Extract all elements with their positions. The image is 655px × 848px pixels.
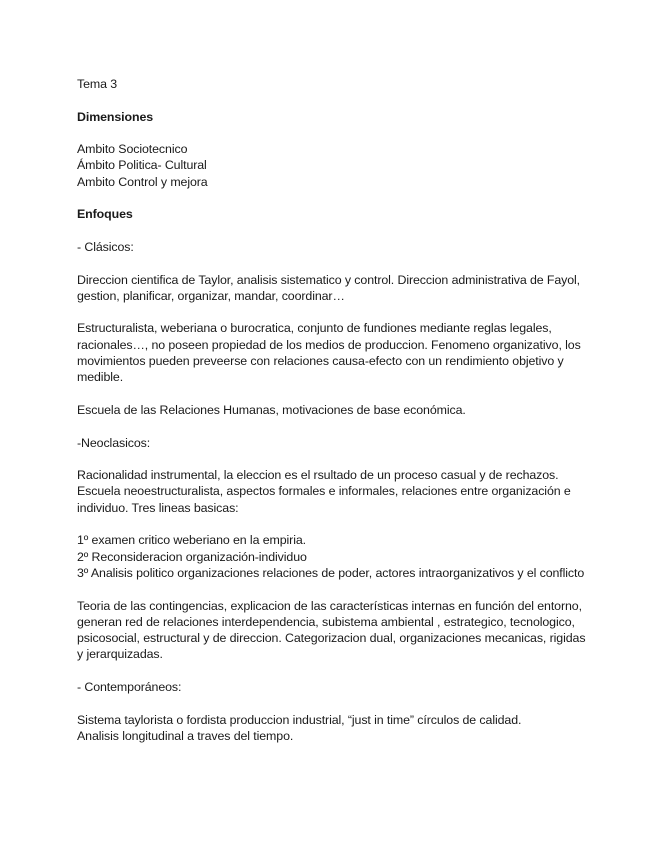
paragraph-line: individuo. Tres lineas basicas: bbox=[77, 500, 239, 515]
spacer bbox=[77, 581, 597, 597]
paragraph-line: Direccion cientifica de Taylor, analisis sistematico y control. Direccion administrativa de Fayol, bbox=[77, 272, 581, 287]
paragraph-line: gestion, planificar, organizar, mandar, coordinar… bbox=[77, 288, 345, 303]
paragraph-line: Sistema taylorista o fordista produccion industrial, “just in time” círculos de calidad. bbox=[77, 712, 522, 727]
subsection-label-contemporaneos: - Contemporáneos: bbox=[77, 679, 182, 694]
paragraph-line: movimientos pueden preveerse con relaciones causa-efecto con un rendimiento objetivo y bbox=[77, 354, 564, 369]
spacer bbox=[77, 451, 597, 467]
spacer bbox=[77, 418, 597, 434]
list-item: 1º examen critico weberiano en la empiria. bbox=[77, 533, 306, 548]
spacer bbox=[77, 255, 597, 271]
dimension-item: Ambito Sociotecnico bbox=[77, 142, 188, 157]
paragraph-line: generan red de relaciones interdependencia, subistema ambiental , estrategico, tecnologico, bbox=[77, 614, 575, 629]
paragraph-line: Racionalidad instrumental, la eleccion es el rsultado de un proceso casual y de rechazos. bbox=[77, 468, 559, 483]
spacer bbox=[77, 516, 597, 532]
spacer bbox=[77, 386, 597, 402]
section-heading-enfoques: Enfoques bbox=[77, 207, 133, 222]
paragraph-line: Estructuralista, weberiana o burocratica, conjunto de fundiones mediante reglas legales, bbox=[77, 321, 552, 336]
paragraph-line: racionales…, no poseen propiedad de los medios de produccion. Fenomeno organizativo, los bbox=[77, 337, 581, 352]
paragraph-line: Escuela de las Relaciones Humanas, motivaciones de base económica. bbox=[77, 402, 466, 417]
document-page bbox=[77, 76, 597, 744]
spacer bbox=[77, 223, 597, 239]
spacer bbox=[77, 92, 597, 108]
section-heading-dimensiones: Dimensiones bbox=[77, 109, 154, 124]
paragraph-line: medible. bbox=[77, 370, 124, 385]
paragraph-line: Teoria de las contingencias, explicacion de las características internas en función del entorno, bbox=[77, 598, 582, 613]
dimension-item: Ambito Control y mejora bbox=[77, 174, 208, 189]
list-item: 2º Reconsideracion organización-individuo bbox=[77, 549, 307, 564]
spacer bbox=[77, 190, 597, 206]
paragraph-line: Analisis longitudinal a traves del tiempo. bbox=[77, 728, 294, 743]
paragraph-line: y jerarquizadas. bbox=[77, 647, 163, 662]
paragraph-line: psicosocial, estructural y de direccion. Categorizacion dual, organizaciones mecanicas, rigidas bbox=[77, 631, 586, 646]
paragraph-line: Escuela neoestructuralista, aspectos formales e informales, relaciones entre organización e bbox=[77, 484, 571, 499]
document-title: Tema 3 bbox=[77, 77, 118, 91]
subsection-label-clasicos: - Clásicos: bbox=[77, 239, 134, 254]
spacer bbox=[77, 125, 597, 141]
dimension-item: Ámbito Politica- Cultural bbox=[77, 158, 207, 173]
spacer bbox=[77, 663, 597, 679]
subsection-label-neoclasicos: -Neoclasicos: bbox=[77, 435, 151, 450]
spacer bbox=[77, 695, 597, 711]
spacer bbox=[77, 304, 597, 320]
list-item: 3º Analisis politico organizaciones relaciones de poder, actores intraorganizativos y el conflicto bbox=[77, 565, 585, 580]
